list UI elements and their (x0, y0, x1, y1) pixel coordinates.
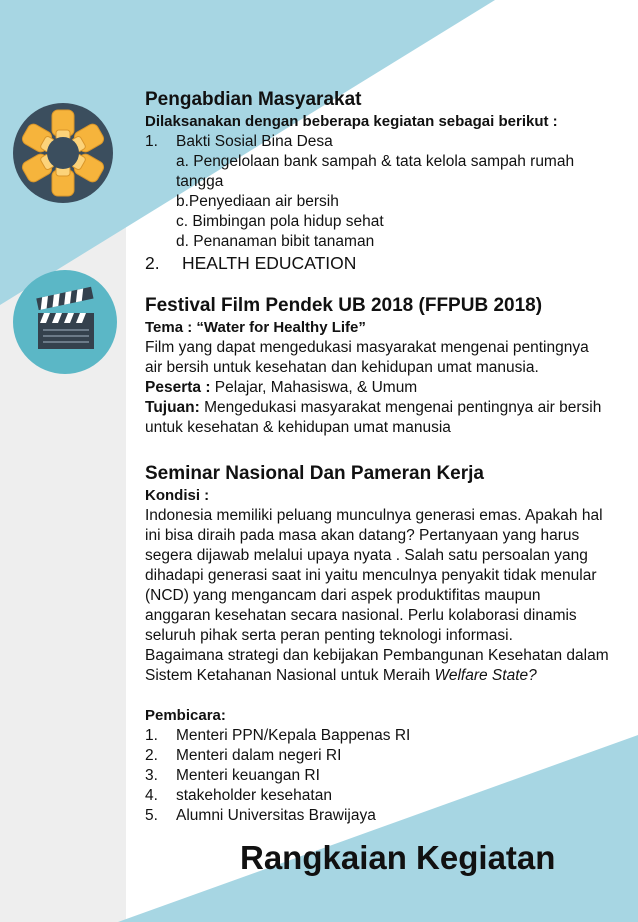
peserta-line (145, 378, 638, 398)
kondisi-line: Indonesia memiliki peluang munculnya generasi emas. Apakah hal (145, 507, 603, 524)
description-line: air bersih untuk kesehatan dan kehidupan umat manusia. (145, 359, 539, 376)
sub-item: d. Penanaman bibit tanaman (176, 233, 375, 250)
list-number: 2. (145, 747, 158, 764)
main-content (145, 88, 638, 826)
kondisi-line-last (145, 666, 638, 686)
speaker-item (145, 746, 638, 766)
section-title: Seminar Nasional Dan Pameran Kerja (145, 463, 484, 484)
speaker-name: stakeholder kesehatan (176, 787, 332, 804)
description-line: Film yang dapat mengedukasi masyarakat mengenai pentingnya (145, 339, 589, 356)
section-pengabdian (145, 88, 638, 274)
sub-item: a. Pengelolaan bank sampah & tata kelola sampah rumah (176, 153, 575, 170)
list-number: 1. (145, 133, 158, 150)
section-seminar (145, 462, 638, 826)
speaker-item (145, 766, 638, 786)
speaker-item (145, 806, 638, 826)
kondisi-line: dihadapi generasi saat ini yaitu menculnya penyakit tidak menular (145, 567, 597, 584)
tujuan-label: Tujuan: (145, 399, 200, 416)
kondisi-line: seluruh pihak serta peran penting teknologi informasi. (145, 627, 513, 644)
speaker-item (145, 726, 638, 746)
speaker-name: Menteri keuangan RI (176, 767, 320, 784)
kondisi-label: Kondisi : (145, 487, 210, 504)
section-intro: Dilaksanakan dengan beberapa kegiatan sebagai berikut : (145, 113, 558, 130)
tujuan-line (145, 398, 638, 418)
hands-circle-icon (12, 102, 114, 204)
list-number: 2. (145, 253, 160, 273)
kondisi-line: anggaran kesehatan secara nasional. Perlu kolaborasi dinamis (145, 607, 577, 624)
list-number: 1. (145, 727, 158, 744)
sub-item: b.Penyediaan air bersih (176, 193, 339, 210)
list-number: 5. (145, 807, 158, 824)
tujuan-value: Mengedukasi masyarakat mengenai pentingnya air bersih (199, 399, 602, 416)
list-item (145, 252, 638, 274)
pembicara-label: Pembicara: (145, 707, 226, 724)
list-item (145, 132, 638, 152)
kondisi-line: segera dijawab melalui upaya nyata . Salah satu persoalan yang (145, 547, 588, 564)
footer-title: Rangkaian Kegiatan (240, 839, 556, 876)
section-title: Pengabdian Masyarakat (145, 89, 362, 110)
list-label: Bakti Sosial Bina Desa (176, 133, 333, 150)
kondisi-line: ini bisa diraih pada masa akan datang? Pertanyaan yang harus (145, 527, 580, 544)
list-number: 3. (145, 767, 158, 784)
kondisi-line: Bagaimana strategi dan kebijakan Pembangunan Kesehatan dalam (145, 647, 609, 664)
list-label: HEALTH EDUCATION (182, 253, 357, 273)
kondisi-italic: Welfare State? (434, 667, 537, 684)
speaker-item (145, 786, 638, 806)
peserta-label: Peserta : (145, 379, 211, 396)
speaker-name: Menteri PPN/Kepala Bappenas RI (176, 727, 411, 744)
peserta-value: Pelajar, Mahasiswa, & Umum (210, 379, 418, 396)
kondisi-plain: Sistem Ketahanan Nasional untuk Meraih (145, 667, 435, 684)
list-number: 4. (145, 787, 158, 804)
tujuan-line-2: untuk kesehatan & kehidupan umat manusia (145, 419, 451, 436)
speaker-name: Menteri dalam negeri RI (176, 747, 342, 764)
clapperboard-icon (12, 269, 118, 375)
tema-line: Tema : “Water for Healthy Life” (145, 319, 366, 336)
section-title: Festival Film Pendek UB 2018 (FFPUB 2018) (145, 295, 543, 316)
kondisi-line: (NCD) yang mengancam dari aspek produktifitas maupun (145, 587, 541, 604)
sub-item: c. Bimbingan pola hidup sehat (176, 213, 384, 230)
sub-item: tangga (176, 173, 224, 190)
speaker-name: Alumni Universitas Brawijaya (176, 807, 376, 824)
section-festival-film (145, 294, 638, 438)
